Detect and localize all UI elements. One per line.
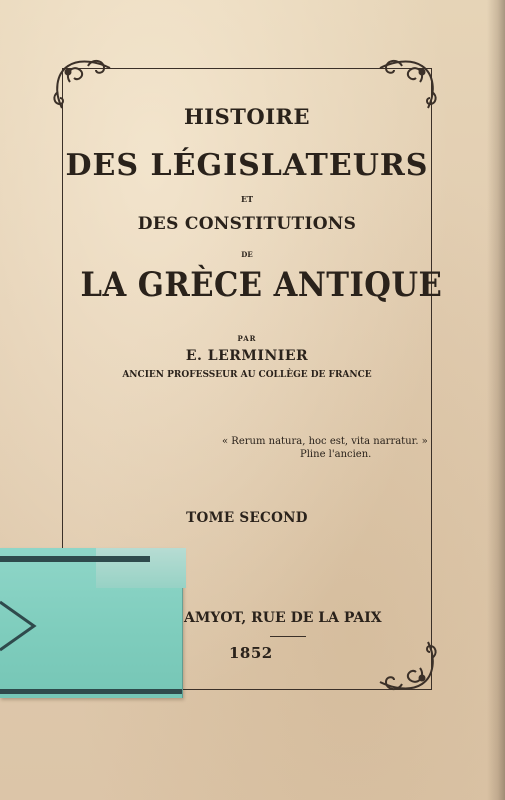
title-conjunction: ET <box>240 194 254 204</box>
author-par: PAR <box>237 334 257 343</box>
volume-label: TOME SECOND <box>186 510 308 526</box>
publication-year: 1852 <box>229 644 273 662</box>
title-line-constitutions: DES CONSTITUTIONS <box>137 214 357 234</box>
chevron-right-icon <box>0 596 42 656</box>
title-line-legislateurs: DES LÉGISLATEURS <box>65 148 429 183</box>
title-line-histoire: HISTOIRE <box>183 104 311 129</box>
title-line-grece: LA GRÈCE ANTIQUE <box>80 265 443 305</box>
imprint-rule <box>270 636 306 637</box>
page-edge-shadow <box>487 0 505 800</box>
title-preposition: DE <box>241 250 253 259</box>
label-band <box>0 689 182 694</box>
author-name: E. LERMINIER <box>185 348 309 364</box>
epigraph-quote: « Rerum natura, hoc est, vita narratur. » <box>222 436 428 447</box>
label-torn-area <box>96 548 186 588</box>
corner-flourish-icon <box>372 628 442 698</box>
epigraph-source: Pline l'ancien. <box>300 449 372 460</box>
author-role: ANCIEN PROFESSEUR AU COLLÈGE DE FRANCE <box>122 370 372 380</box>
publisher-imprint: AMYOT, RUE DE LA PAIX <box>184 610 382 626</box>
label-band <box>0 556 150 562</box>
